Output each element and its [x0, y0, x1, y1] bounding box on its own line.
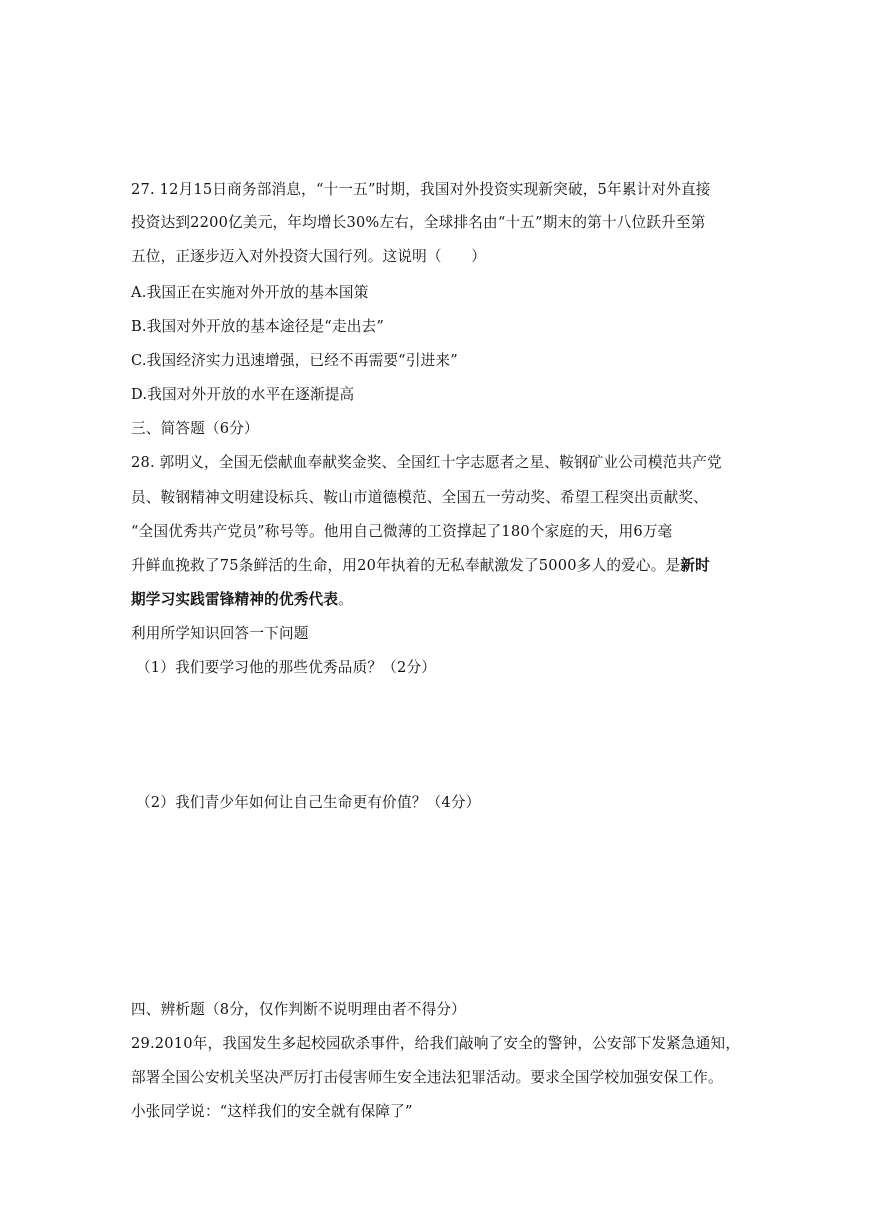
q27-option-d: D.我国对外开放的水平在逐渐提高 — [131, 386, 355, 403]
q28-line-5 — [131, 590, 353, 610]
q27-option-a: A.我国正在实施对外开放的基本国策 — [131, 284, 369, 301]
q29-line-3: 小张同学说：“这样我们的安全就有保障了” — [131, 1103, 413, 1120]
section-3-heading: 三、简答题（6分） — [131, 420, 259, 437]
q28-line-1: 28. 郭明义，全国无偿献血奉献奖金奖、全国红十字志愿者之星、鞍钢矿业公司模范共产党 — [131, 454, 722, 471]
q27-option-b: B.我国对外开放的基本途径是“走出去” — [131, 318, 384, 335]
q28-line-3: “全国优秀共产党员”称号等。他用自己微薄的工资撑起了180个家庭的天，用6万毫 — [131, 523, 673, 540]
q28-line-4 — [131, 556, 710, 576]
q28-instruction: 利用所学知识回答一下问题 — [131, 625, 309, 642]
section-4-heading: 四、辨析题（8分，仅作判断不说明理由者不得分） — [131, 1001, 466, 1018]
q28-line-2: 员、鞍钢精神文明建设标兵、鞍山市道德模范、全国五一劳动奖、希望工程突出贡献奖、 — [131, 489, 708, 506]
q27-line-1: 27. 12月15日商务部消息，“十一五”时期，我国对外投资实现新突破，5年累计对外直接 — [131, 181, 711, 198]
q28-sub-question-1: （1）我们要学习他的那些优秀品质？（2分） — [136, 659, 437, 676]
q29-line-1: 29.2010年，我国发生多起校园砍杀事件，给我们敲响了安全的警钟，公安部下发紧急通知， — [131, 1035, 741, 1052]
q28-line-4-bold: 新时 — [680, 557, 710, 574]
q27-line-2: 投资达到2200亿美元，年均增长30%左右，全球排名由“十五”期末的第十八位跃升至第 — [131, 214, 706, 231]
q29-line-2: 部署全国公安机关坚决严厉打击侵害师生安全违法犯罪活动。要求全国学校加强安保工作。 — [131, 1069, 723, 1086]
q28-line-4-text: 升鲜血挽救了75条鲜活的生命，用20年执着的无私奉献激发了5000多人的爱心。是 — [131, 557, 681, 574]
q27-option-c: C.我国经济实力迅速增强，已经不再需要“引进来” — [131, 352, 458, 369]
q27-line-3: 五位，正逐步迈入对外投资大国行列。这说明（ ） — [131, 248, 487, 265]
q28-sub-question-2: （2）我们青少年如何让自己生命更有价值？（4分） — [136, 794, 481, 811]
q28-line-5-text: 。 — [338, 591, 353, 608]
q28-line-5-bold: 期学习实践雷锋精神的优秀代表 — [131, 591, 339, 608]
